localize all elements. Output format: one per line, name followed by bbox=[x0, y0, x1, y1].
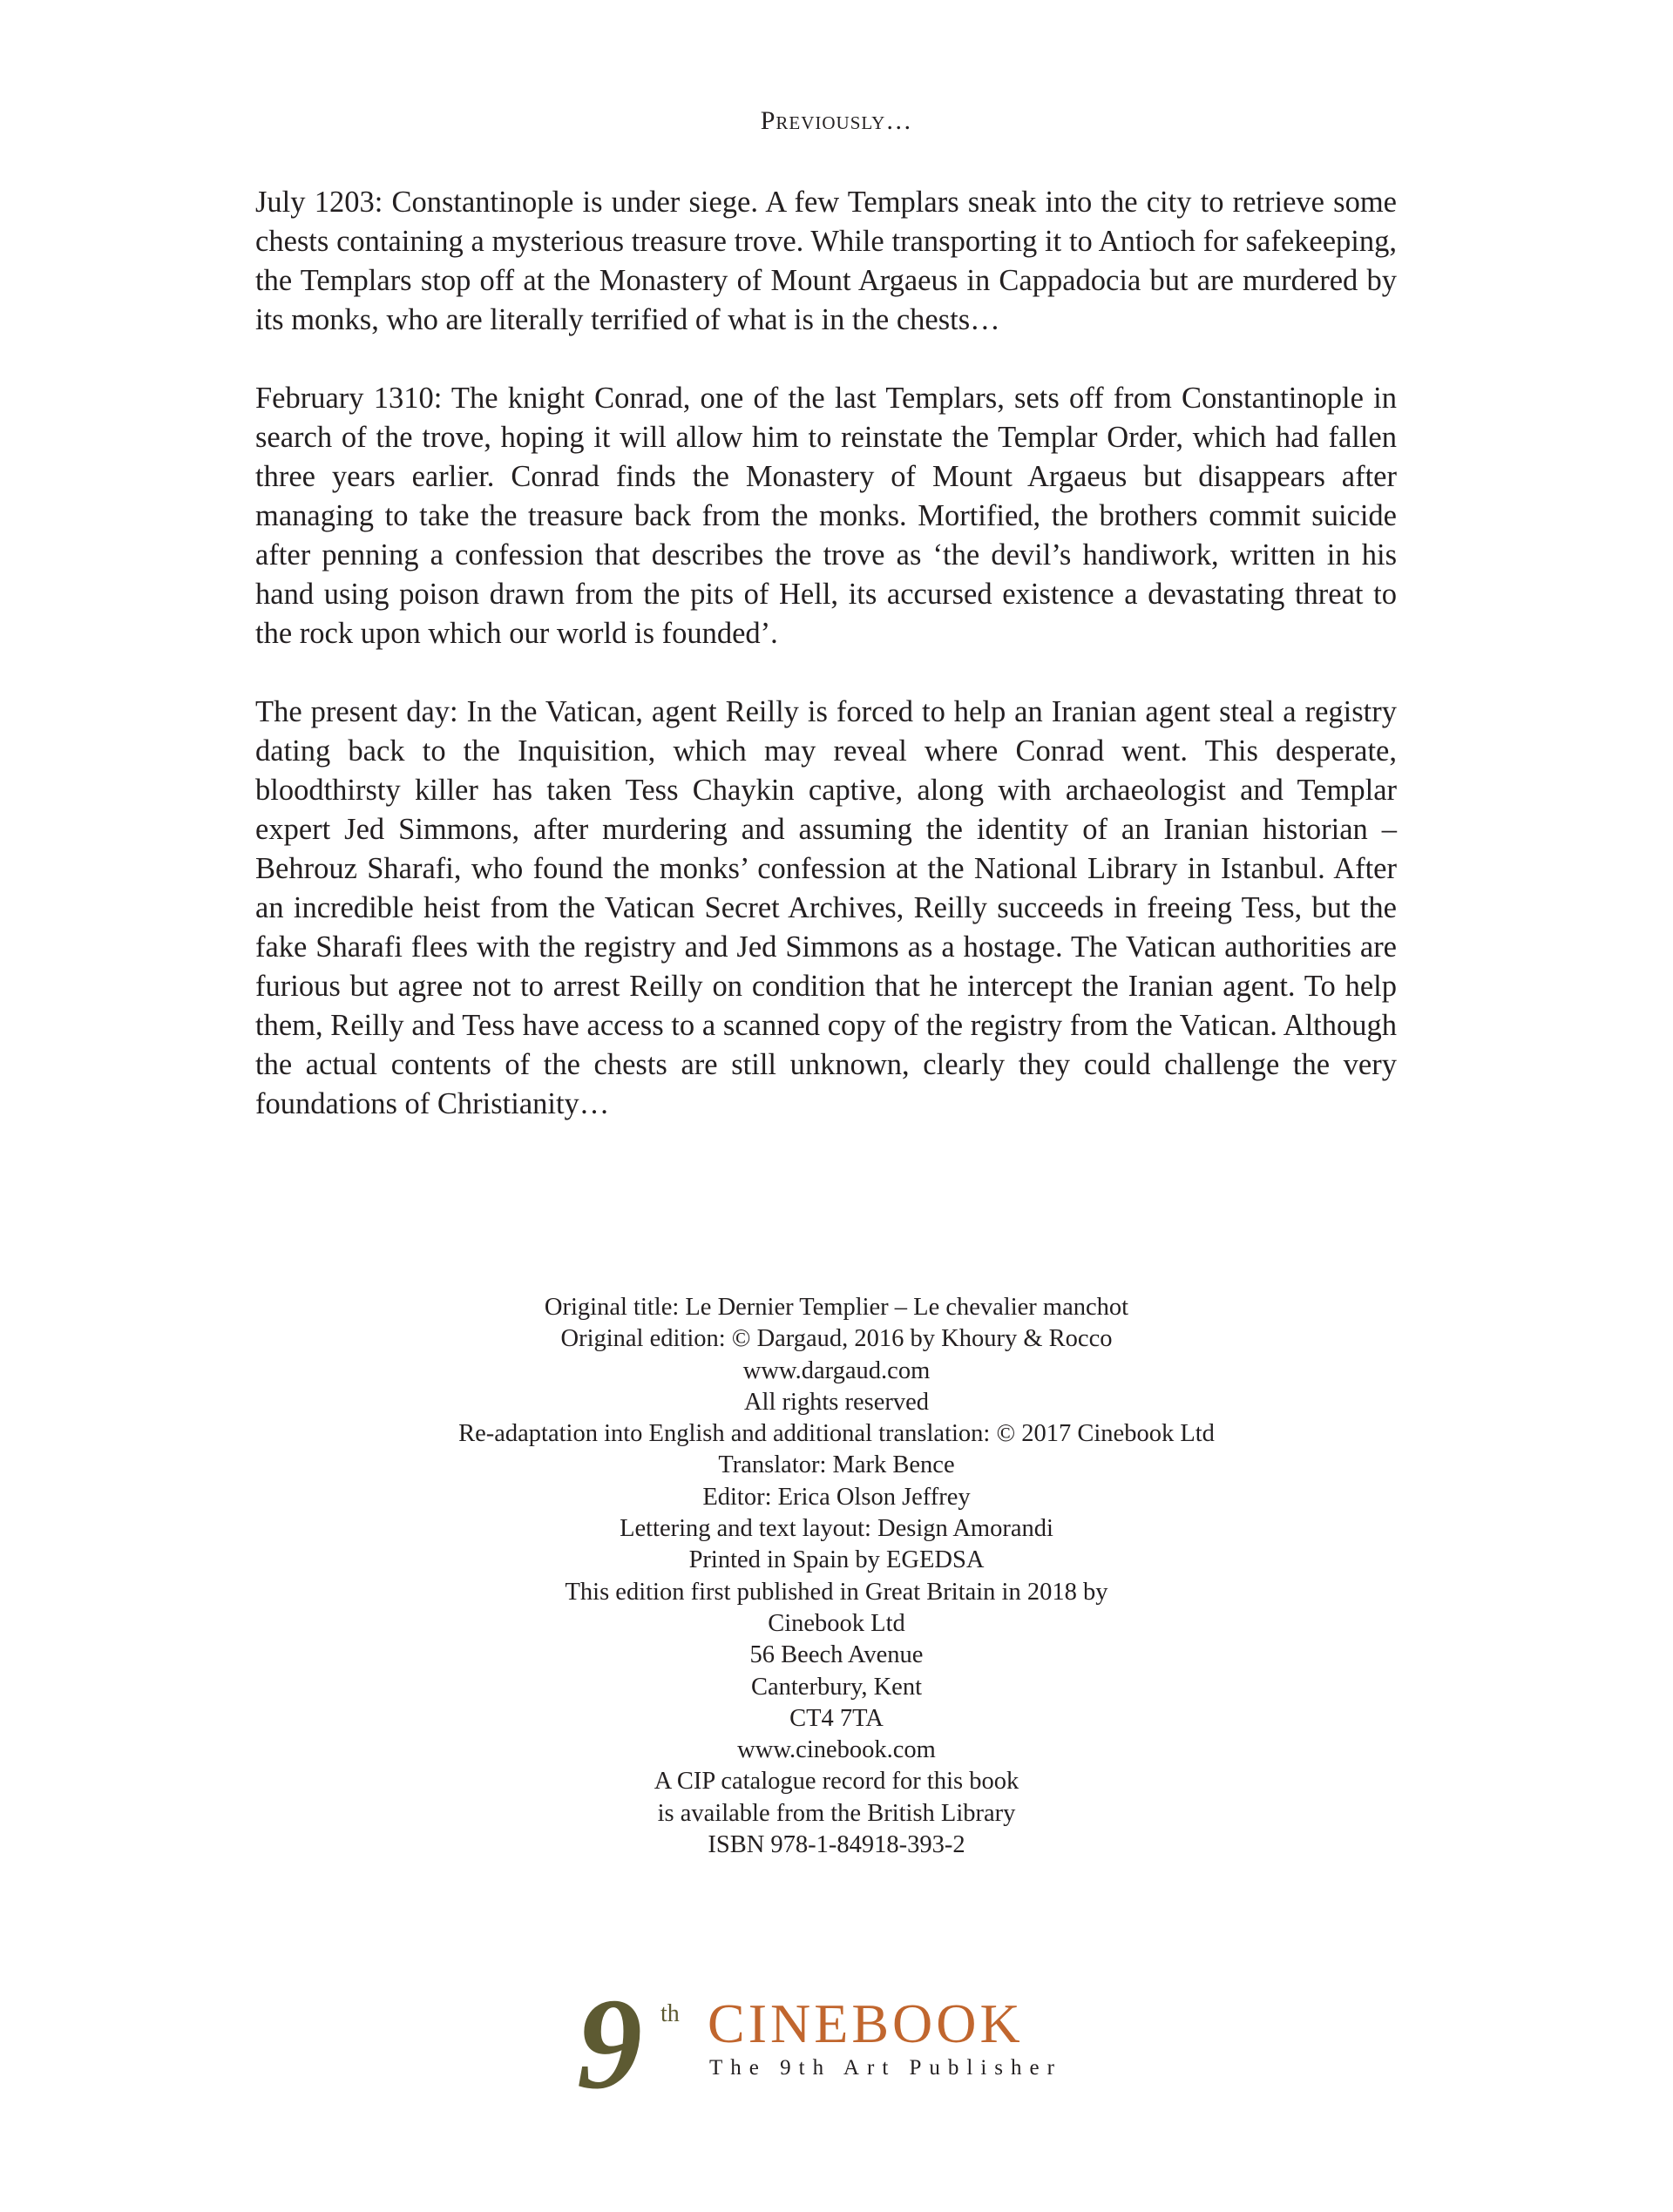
credit-line: All rights reserved bbox=[743, 1388, 930, 1416]
summary-text bbox=[255, 183, 1397, 1163]
credit-line: Original edition: © Dargaud, 2016 by Khoury & Rocco bbox=[560, 1325, 1113, 1353]
credit-line: A CIP catalogue record for this book bbox=[654, 1768, 1019, 1796]
credit-line: www.dargaud.com bbox=[742, 1356, 931, 1384]
ninth-art-mark-icon bbox=[573, 1985, 704, 2098]
credit-line: Lettering and text layout: Design Amorandi bbox=[620, 1515, 1053, 1543]
mark-suffix: th bbox=[660, 2000, 680, 2027]
credit-line: Cinebook Ltd bbox=[768, 1609, 905, 1637]
cinebook-logo bbox=[573, 1985, 1114, 2098]
logo-name: CINEBOOK bbox=[708, 1992, 1024, 2054]
credit-line: Printed in Spain by EGEDSA bbox=[688, 1546, 985, 1574]
credit-line: CT4 7TA bbox=[789, 1704, 884, 1732]
summary-paragraph: The present day: In the Vatican, agent Reilly is forced to help an Iranian agent steal a registry dating back to the Inquisition, which may reveal where Conrad went. This desperate, bloodthirsty killer has taken Tess Chaykin captive, along with archaeologist and Templar expert Jed Simmons, after murdering and assuming the identity of an Iranian historian – Behrouz Sharafi, who found the monks’ confession at the National Library in Istanbul. After an incredible heist from the Vatican Secret Archives, Reilly succeeds in freeing Tess, but the fake Sharafi flees with the registry and Jed Simmons as a hostage. The Vatican authorities are furious but agree not to arrest Reilly on condition that he intercept the Iranian agent. To help them, Reilly and Tess have access to a scanned copy of the registry from the Vatican. Although the actual contents of the chests are still unknown, clearly they could challenge the very foundations of Christianity… bbox=[255, 695, 1397, 1120]
credit-line: ISBN 978-1-84918-393-2 bbox=[708, 1831, 965, 1859]
credit-line: Original title: Le Dernier Templier – Le chevalier manchot bbox=[544, 1294, 1129, 1321]
page-heading: Previously… bbox=[760, 106, 913, 135]
logo-tagline: The 9th Art Publisher bbox=[709, 2056, 1062, 2080]
summary-paragraph: July 1203: Constantinople is under siege. A few Templars sneak into the city to retrieve some chests containing a mysterious treasure trove. While transporting it to Antioch for safekeeping, the Templars stop off at the Monastery of Mount Argaeus in Cappadocia but are murdered by its monks, who are literally terrified of what is in the chests… bbox=[255, 186, 1397, 336]
publication-credits bbox=[0, 1292, 1673, 1861]
credit-line: This edition first published in Great Britain in 2018 by bbox=[565, 1578, 1108, 1606]
credit-line: Canterbury, Kent bbox=[750, 1673, 922, 1701]
mark-numeral: 9 bbox=[577, 1985, 642, 2098]
credit-line: Editor: Erica Olson Jeffrey bbox=[702, 1483, 971, 1511]
credit-line: www.cinebook.com bbox=[737, 1736, 936, 1764]
credit-line: Re-adaptation into English and additional translation: © 2017 Cinebook Ltd bbox=[458, 1420, 1215, 1448]
credit-line: is available from the British Library bbox=[657, 1799, 1016, 1827]
credit-line: Translator: Mark Bence bbox=[718, 1451, 955, 1479]
credit-line: 56 Beech Avenue bbox=[749, 1641, 924, 1669]
summary-paragraph: February 1310: The knight Conrad, one of the last Templars, sets off from Constantinople in search of the trove, hoping it will allow him to reinstate the Templar Order, which had fallen three years earlier. Conrad finds the Monastery of Mount Argaeus but disappears after managing to take the treasure back from the monks. Mortified, the brothers commit suicide after penning a confession that describes the trove as ‘the devil’s handiwork, written in his hand using poison drawn from the pits of Hell, its accursed existence a devastating threat to the rock upon which our world is founded’. bbox=[255, 382, 1397, 650]
